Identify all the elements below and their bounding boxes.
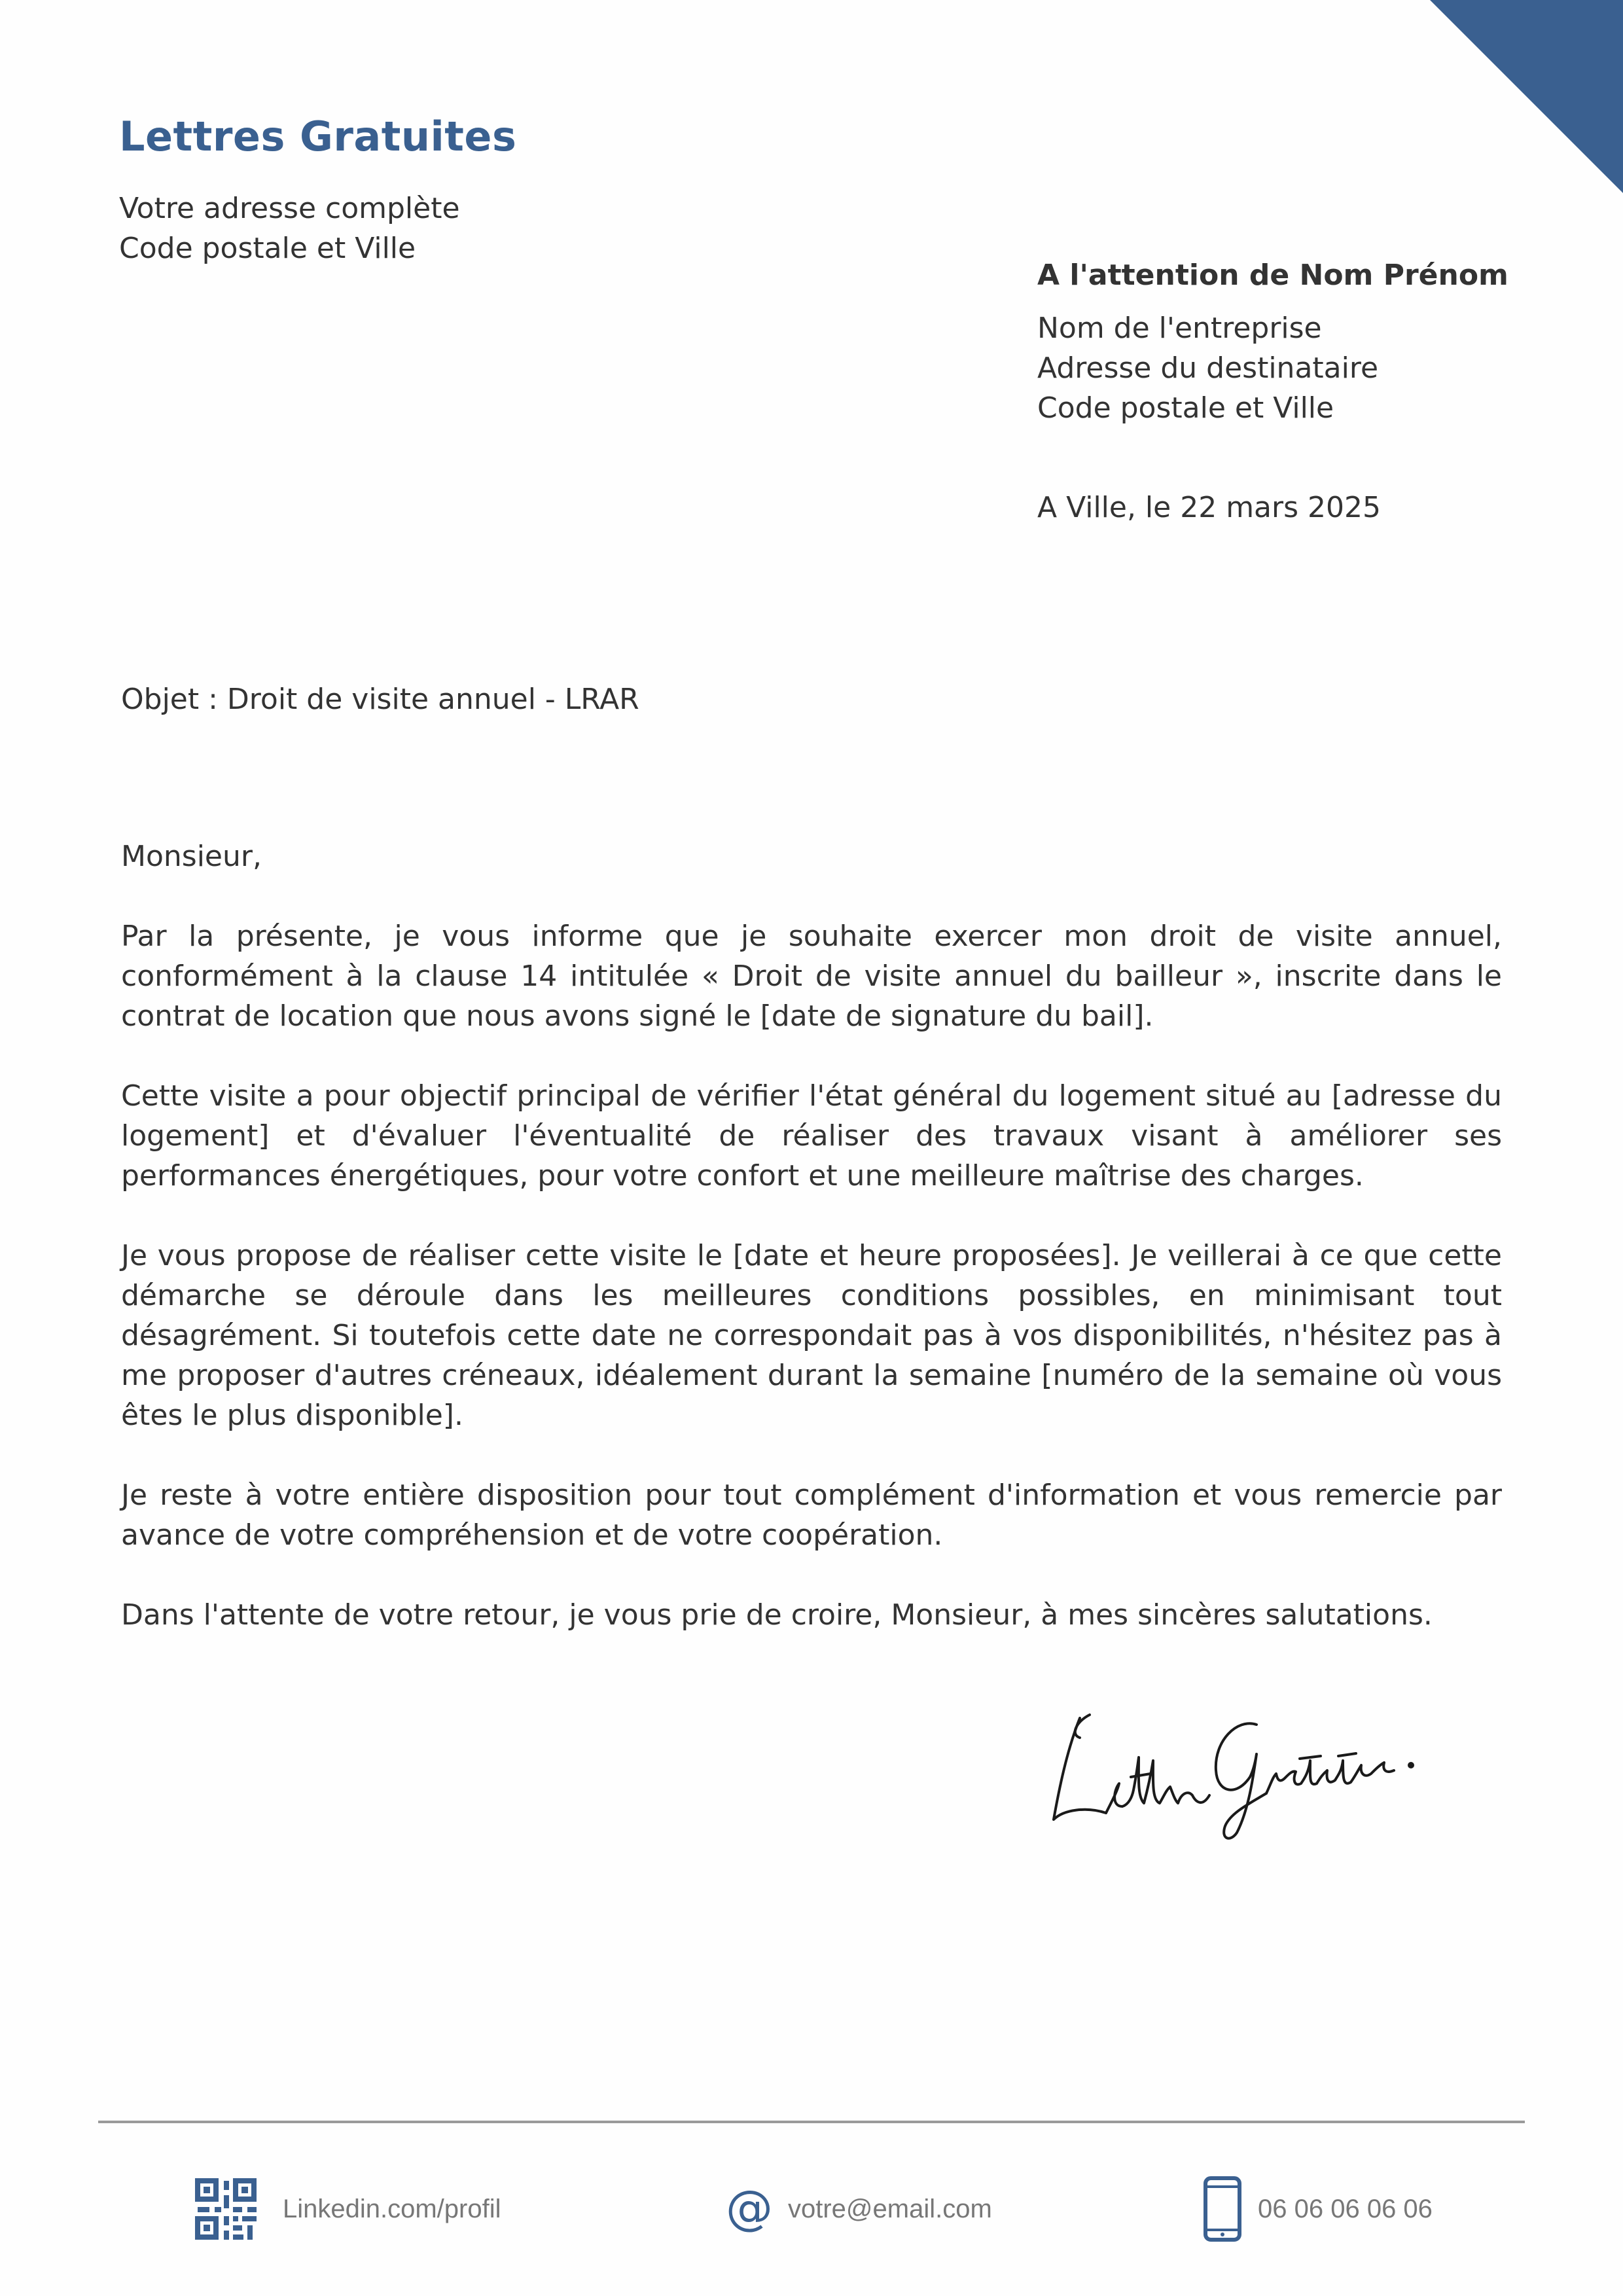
body-paragraph: Je vous propose de réaliser cette visite le [date et heure proposées]. Je veillerai à ce que cette démarche se déroule dans les meilleures conditions possibles, en minimisant tout désagrément. Si toutefois cette date ne correspondait pas à vos disponibilités, n'hésitez pas à me proposer d'autres créneaux, idéalement durant la semaine [numéro de la semaine où vous êtes le plus disponible]. [121, 1239, 1502, 1432]
closing-paragraph: Dans l'attente de votre retour, je vous prie de croire, Monsieur, à mes sincères salutations. [121, 1598, 1433, 1632]
footer-divider [98, 2121, 1525, 2123]
email-text: votre@email.com [788, 2194, 992, 2223]
recipient-address: Adresse du destinataire [1037, 351, 1379, 385]
body-paragraph: Cette visite a pour objectif principal de vérifier l'état général du logement situé au [adresse du logement] et d'évaluer l'éventualité de réaliser des travaux visant à améliorer ses performances énergétiques, pour votre confort et une meilleure maîtrise des charges. [121, 1079, 1502, 1193]
letter-object: Objet : Droit de visite annuel - LRAR [121, 683, 639, 716]
letter-body [121, 836, 1502, 1675]
recipient-city: Code postale et Ville [1037, 391, 1334, 425]
footer-linkedin [195, 2176, 501, 2242]
qr-code-icon [195, 2178, 257, 2240]
footer-email [725, 2176, 992, 2242]
smartphone-icon [1203, 2176, 1242, 2242]
salutation: Monsieur, [121, 840, 262, 873]
corner-triangle-decoration [1430, 0, 1623, 193]
phone-text: 06 06 06 06 06 [1258, 2194, 1433, 2223]
sender-address: Votre adresse complète [119, 192, 460, 225]
sender-city: Code postale et Ville [119, 232, 416, 265]
svg-text:@: @ [726, 2185, 773, 2233]
recipient-attention: A l'attention de Nom Prénom [1037, 259, 1508, 292]
handwritten-signature [1041, 1679, 1427, 1842]
linkedin-text: Linkedin.com/profil [283, 2194, 501, 2223]
sender-address-block [119, 188, 460, 268]
letter-date: A Ville, le 22 mars 2025 [1037, 491, 1381, 524]
recipient-company: Nom de l'entreprise [1037, 312, 1322, 345]
footer-phone [1203, 2176, 1433, 2242]
body-paragraph: Par la présente, je vous informe que je souhaite exercer mon droit de visite annuel, conformément à la clause 14 intitulée « Droit de visite annuel du bailleur », inscrite dans le contrat de location que nous avons signé le [date de signature du bail]. [121, 920, 1502, 1033]
body-paragraph: Je reste à votre entière disposition pour tout complément d'information et vous remercie par avance de votre compréhension et de votre coopération. [121, 1479, 1502, 1552]
brand-title: Lettres Gratuites [119, 113, 517, 160]
at-sign-icon [725, 2185, 774, 2233]
recipient-block [1037, 255, 1508, 428]
